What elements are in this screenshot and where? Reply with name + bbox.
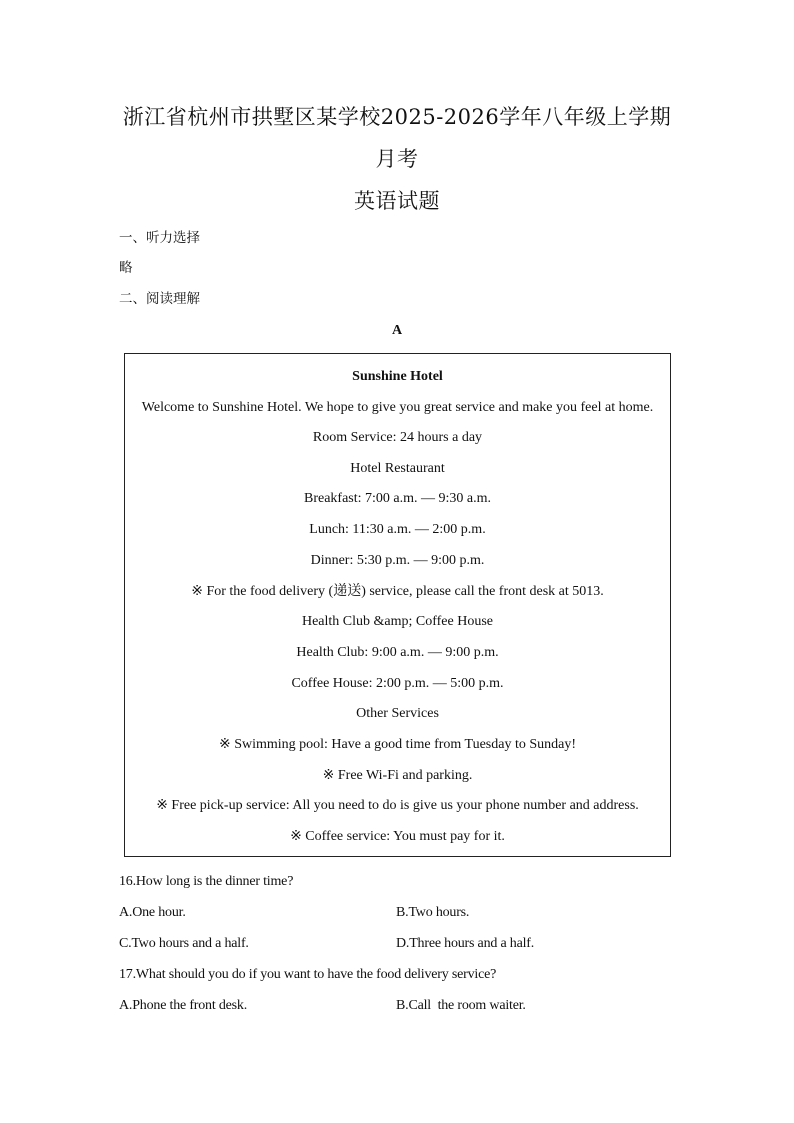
notice-title: Sunshine Hotel [352, 369, 443, 384]
notice-line: Dinner: 5:30 p.m. — 9:00 p.m. [310, 553, 485, 568]
question-stem: 16.How long is the dinner time? [119, 874, 294, 889]
notice-line: ※ Free pick-up service: All you need to do is give us your phone number and address. [156, 798, 639, 813]
passage-label: A [391, 323, 403, 338]
listening-note: 略 [119, 260, 133, 276]
notice-line: Hotel Restaurant [350, 461, 445, 476]
notice-line: Lunch: 11:30 a.m. — 2:00 p.m. [309, 522, 486, 537]
notice-line: ※ Coffee service: You must pay for it. [290, 829, 505, 844]
notice-line: Room Service: 24 hours a day [312, 430, 483, 445]
answer-option: B.Two hours. [396, 905, 470, 920]
subject-title: 英语试题 [354, 189, 440, 213]
answer-option: D.Three hours and a half. [396, 936, 535, 951]
listening-section-heading: 一、听力选择 [119, 230, 200, 246]
notice-line: Welcome to Sunshine Hotel. We hope to give you great service and make you feel at home. [141, 400, 654, 415]
answer-option: B.Call the room waiter. [396, 998, 526, 1013]
notice-line: Health Club &amp; Coffee House [301, 614, 494, 629]
notice-line: ※ For the food delivery (递送) service, please call the front desk at 5013. [191, 584, 604, 599]
notice-line: ※ Free Wi-Fi and parking. [322, 768, 473, 783]
notice-line: Coffee House: 2:00 p.m. — 5:00 p.m. [291, 676, 504, 691]
answer-option: C.Two hours and a half. [119, 936, 249, 951]
answer-option: A.One hour. [119, 905, 186, 920]
notice-line: Other Services [356, 706, 439, 721]
notice-line: Health Club: 9:00 a.m. — 9:00 p.m. [296, 645, 499, 660]
answer-option: A.Phone the front desk. [119, 998, 247, 1013]
page-title: 浙江省杭州市拱墅区某学校2025-2026学年八年级上学期 [122, 105, 672, 129]
reading-section-heading: 二、阅读理解 [119, 291, 200, 307]
question-stem: 17.What should you do if you want to have the food delivery service? [119, 967, 497, 982]
notice-line: Breakfast: 7:00 a.m. — 9:30 a.m. [303, 491, 492, 506]
page-title-continued: 月考 [375, 147, 419, 171]
hotel-notice-box [124, 353, 671, 857]
notice-line: ※ Swimming pool: Have a good time from Tuesday to Sunday! [218, 737, 577, 752]
